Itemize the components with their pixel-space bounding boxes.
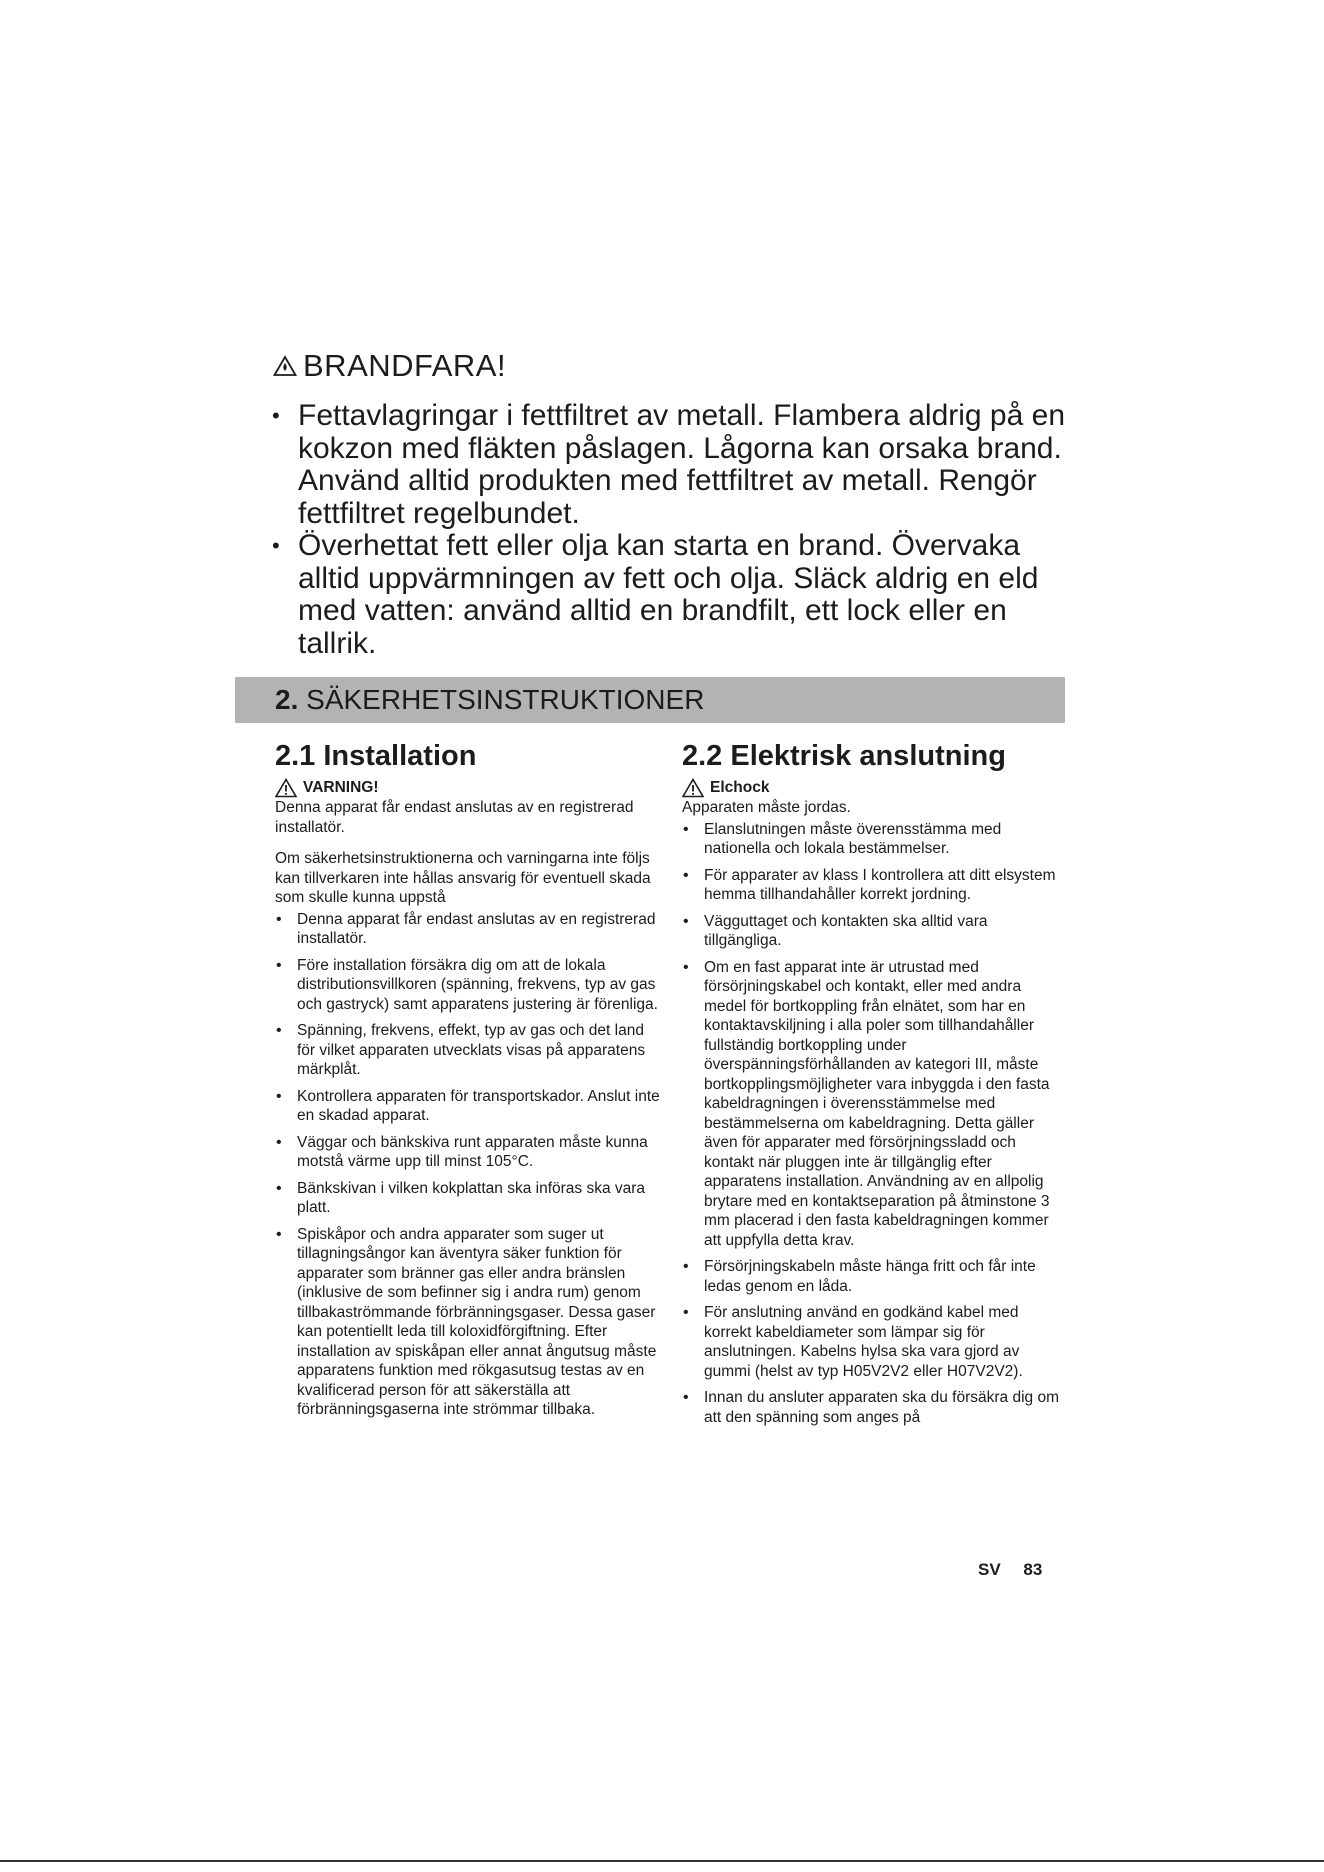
installation-list	[275, 910, 660, 1420]
electrical-warning	[682, 778, 1067, 798]
list-item: • Innan du ansluter apparaten ska du försäkra dig om att den spänning som anges på	[682, 1388, 1067, 1427]
list-item: • Före installation försäkra dig om att de lokala distributionsvillkoren (spänning, frekvens, typ av gas och gastryck) samt apparatens justering är förenliga.	[275, 956, 660, 1015]
electrical-heading: 2.2 Elektrisk anslutning	[682, 740, 1006, 772]
section-title	[275, 684, 704, 716]
list-item: • För anslutning använd en godkänd kabel med korrekt kabeldiameter som lämpar sig för anslutningen. Kabelns hylsa ska vara gjord av gummi (helst av typ H05V2V2 eller H07V2V2).	[682, 1303, 1067, 1381]
page-footer	[978, 1560, 1042, 1580]
electrical-warning-label: Elchock	[710, 779, 770, 796]
electrical-list	[682, 820, 1067, 1428]
list-item: • Kontrollera apparaten för transportskador. Anslut inte en skadad apparat.	[275, 1087, 660, 1126]
installation-intro: Denna apparat får endast anslutas av en registrerad installatör.	[275, 799, 634, 836]
list-item: • Elanslutningen måste överensstämma med nationella och lokala bestämmelser.	[682, 820, 1067, 859]
list-item: • Spänning, frekvens, effekt, typ av gas och det land för vilket apparaten utvecklats visas på apparatens märkplåt.	[275, 1021, 660, 1080]
fire-warning-icon	[273, 355, 297, 377]
bottom-rule	[0, 1860, 1324, 1862]
list-item: • Väggar och bänkskiva runt apparaten måste kunna motstå värme upp till minst 105°C.	[275, 1133, 660, 1172]
list-item: • Bänkskivan i vilken kokplattan ska införas ska vara platt.	[275, 1179, 660, 1218]
section-title-text: SÄKERHETSINSTRUKTIONER	[306, 684, 705, 715]
page-number: 83	[1023, 1560, 1043, 1579]
language-code: SV	[978, 1560, 1001, 1579]
list-item: • För apparater av klass I kontrollera att ditt elsystem hemma tillhandahåller korrekt jordning.	[682, 866, 1067, 905]
electrical-column	[682, 738, 1067, 1434]
installation-warning-label: VARNING!	[303, 779, 379, 796]
list-item: • Om en fast apparat inte är utrustad med försörjningskabel och kontakt, eller med andra medel för bortkoppling från elnätet, som har en kontaktavskiljning i alla poler som tillhandahåller fullständig bortkoppling under överspänningsförhållanden av kategori III, måste bortkopplingsmöjligheter vara inbyggda i den fasta kabeldragningen i överensstämmelse med bestämmelserna om kabeldragning. Detta gäller även för apparater med försörjningssladd och kontakt när pluggen inte är tillgänglig efter apparatens installation. Användning av en allpolig brytare med en kontaktseparation på åtminstone 3 mm placerad i den fasta kabeldragningen kommer att uppfylla detta krav.	[682, 958, 1067, 1251]
fire-warning-title	[273, 348, 506, 384]
list-item: • Försörjningskabeln måste hänga fritt och får inte ledas genom en låda.	[682, 1257, 1067, 1296]
electrical-intro: Apparaten måste jordas.	[682, 799, 851, 816]
installation-liability: Om säkerhetsinstruktionerna och varningarna inte följs kan tillverkaren inte hållas ansvarig för eventuell skada som skulle kunna uppstå	[275, 850, 651, 906]
fire-warning-item: • Fettavlagringar i fettfiltret av metall. Flambera aldrig på en kokzon med fläkten påslagen. Lågorna kan orsaka brand. Använd alltid produkten med fettfiltret av metall. Rengör fettfiltret regelbundet.	[270, 400, 1080, 530]
fire-warning-title-text: BRANDFARA!	[303, 348, 507, 383]
fire-warning-list	[270, 400, 1080, 660]
warning-triangle-icon	[682, 778, 704, 798]
installation-heading: 2.1 Installation	[275, 740, 477, 772]
warning-triangle-icon	[275, 778, 297, 798]
section-number: 2.	[275, 684, 299, 715]
installation-warning	[275, 778, 660, 798]
fire-warning-item: • Överhettat fett eller olja kan starta en brand. Övervaka alltid uppvärmningen av fett och olja. Släck aldrig en eld med vatten: använd alltid en brandfilt, ett lock eller en tallrik.	[270, 530, 1080, 660]
list-item: • Vägguttaget och kontakten ska alltid vara tillgängliga.	[682, 912, 1067, 951]
installation-column	[275, 738, 660, 1427]
list-item: • Spiskåpor och andra apparater som suger ut tillagningsångor kan äventyra säker funktion för apparater som bränner gas eller andra bränslen (inklusive de som befinner sig i andra rum) genom tillbakaströmmande förbränningsgaser. Dessa gaser kan potentiellt leda till koloxidförgiftning. Efter installation av spiskåpan eller annat ångutsug måste apparatens funktion med rökgasutsug testas av en kvalificerad person för att säkerställa att förbränningsgaserna inte strömmar tillbaka.	[275, 1225, 660, 1420]
list-item: • Denna apparat får endast anslutas av en registrerad installatör.	[275, 910, 660, 949]
